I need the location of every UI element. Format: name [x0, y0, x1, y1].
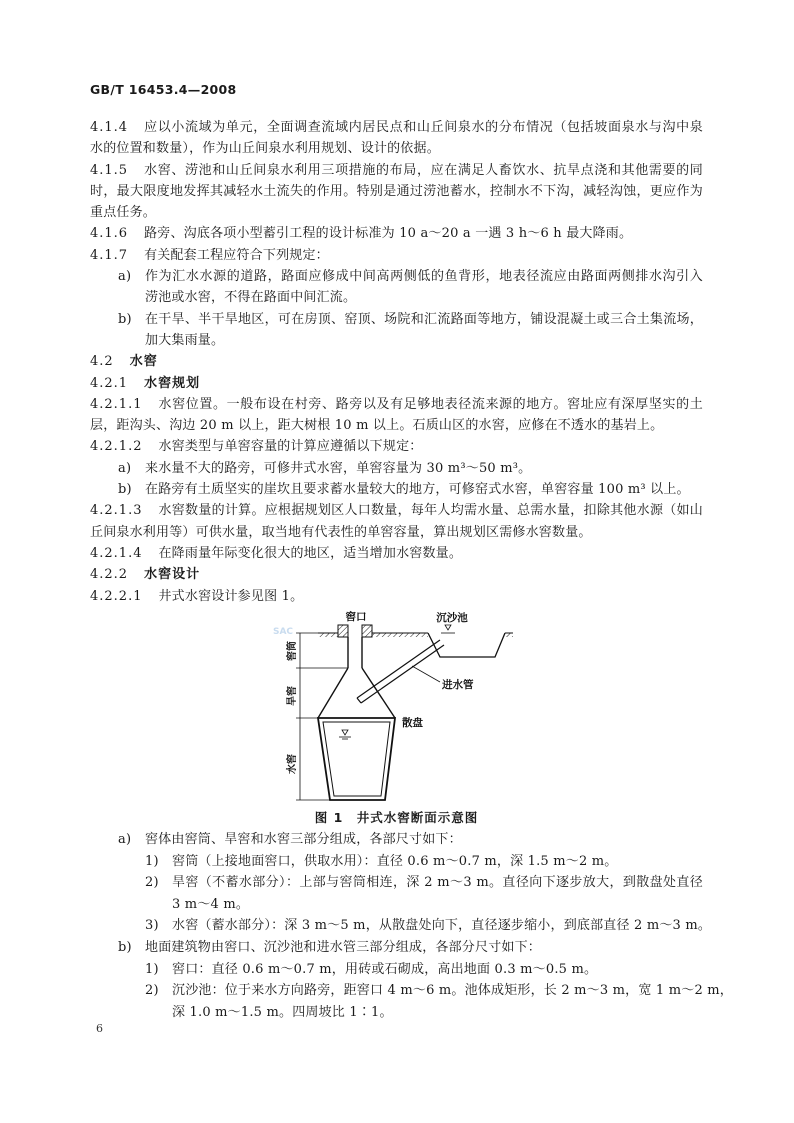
list-label: 1): [145, 961, 159, 977]
cone-wall: [318, 668, 348, 718]
ground-hatch: [372, 633, 428, 637]
list-text: 沉沙池：位于来水方向路旁，距窖口 4 m～6 m。池体成矩形，长 2 m～3 m，宽 1 m～2 m，: [172, 983, 733, 999]
clause-number: 4.1.7: [90, 247, 129, 263]
list-item-a: [90, 458, 703, 479]
sub-item-2: [90, 872, 703, 894]
clause-4-2-1-2: [90, 436, 703, 457]
section-heading-4-2: [90, 351, 703, 372]
text-line: 重点任务。: [90, 205, 157, 221]
clause-text: 有关配套工程应符合下列规定：: [144, 247, 329, 263]
list-item-b: [90, 479, 703, 500]
water-level-triangle: [342, 730, 348, 735]
clause-number: 4.2.1.3: [90, 503, 143, 519]
figure-1-diagram: [260, 606, 530, 806]
list-text: 作为汇水水源的道路，路面应修成中间高两侧低的鱼背形，地表径流应由路面两侧排水沟引入: [145, 269, 703, 285]
sub-item-1: [90, 851, 703, 873]
clause-4-1-7: [90, 245, 703, 266]
clause-number: 4.2.1.4: [90, 545, 143, 561]
page-number: 6: [96, 1022, 103, 1035]
list-label: a): [118, 832, 132, 847]
list-item-a: [90, 829, 703, 851]
section-title: 水窖设计: [144, 567, 201, 583]
clause-text: 路旁、沟底各项小型蓄引工程的设计标准为 10 a～20 a 一遇 3 h～6 h 最大降雨。: [144, 226, 633, 242]
sub-item-1: [90, 959, 703, 981]
figure-caption: 图 1 井式水窖断面示意图: [314, 810, 479, 825]
storage-label: 水窖: [287, 754, 298, 774]
list-item-b: [90, 309, 703, 330]
list-label: 3): [145, 918, 159, 934]
text-line: 3 m～4 m。: [172, 896, 250, 912]
inlet-pipe-label: 进水管: [442, 679, 474, 691]
clause-4-2-2-1: [90, 586, 703, 607]
clauses-4-1-4-to-4-2-2-1: [90, 117, 703, 607]
well-mouth-wall-left: [338, 625, 348, 637]
clause-4-1-5: [90, 160, 703, 181]
pipe-wall: [361, 645, 444, 703]
water-level-triangle: [445, 625, 451, 630]
text-line: 层，距沟头、沟边 20 m 以上，距大树根 10 m 以上。石质山区的水窖，应修在不透水的基岩上。: [90, 418, 664, 434]
section-number: 4.2: [90, 354, 114, 370]
list-text: 地面建筑物由窖口、沉沙池和进水管三部分组成，各部分尺寸如下：: [145, 939, 542, 955]
clause-number: 4.1.6: [90, 226, 129, 242]
dry-section-label: 旱窖: [287, 686, 298, 706]
list-label: b): [118, 482, 132, 498]
clause-number: 4.1.4: [90, 120, 129, 135]
list-text: 水窖（蓄水部分）：深 3 m～5 m，从散盘处向下，直径逐步缩小，到底部直径 2 m～3 m。: [172, 918, 712, 934]
text-line: 加大集雨量。: [145, 332, 225, 348]
pipe-wall: [357, 640, 440, 698]
well-body: [318, 637, 395, 800]
inlet-pipe: [357, 640, 444, 703]
text-line: 水的位置和数量），作为山丘间泉水利用规划、设计的依据。: [90, 141, 440, 157]
section-heading-4-2-2: [90, 564, 703, 585]
clause-4-1-6: [90, 223, 703, 244]
text-line: 时，最大限度地发挥其减轻水土流失的作用。特别是通过涝池蓄水，控制水不下沟，减轻沟蚀，更应作为: [90, 183, 703, 199]
clause-4-2-1-4: [90, 543, 703, 564]
clause-4-1-4: [90, 117, 703, 138]
list-label: 2): [145, 983, 159, 999]
well-design-items: [90, 829, 733, 1023]
sub-item-3: [90, 915, 712, 937]
section-number: 4.2.1: [90, 375, 129, 391]
clause-4-2-1-3: [90, 500, 703, 521]
clause-text: 水窖位置。一般布设在村旁、路旁以及有足够地表径流来源的地方。窖址应有深厚坚实的土: [158, 396, 703, 412]
list-item-b: [90, 937, 703, 959]
watermark-logo: SAC: [272, 627, 294, 637]
list-text: 窖筒（上接地面窖口，供取水用）：直径 0.6 m～0.7 m，深 1.5 m～2 m。: [172, 853, 618, 869]
section-title: 水窖: [129, 354, 158, 370]
list-text: 在路旁有土质坚实的崖坎且要求蓄水量较大的地方，可修窑式水窖，单窖容量 100 m³ 以上。: [145, 482, 690, 498]
storage-inner-lining: [323, 722, 390, 796]
list-label: 2): [145, 875, 159, 891]
ground-hatch: [318, 633, 338, 637]
clause-number: 4.1.5: [90, 162, 129, 178]
clause-text: 井式水窖设计参见图 1。: [158, 588, 304, 604]
shaft-label: 窖筒: [287, 641, 298, 661]
sediment-pond: [428, 633, 505, 657]
clause-text: 应以小流域为单元，全面调查流域内居民点和山丘间泉水的分布情况（包括坡面泉水与沟中泉: [144, 120, 703, 135]
standard-number: GB/T 16453.4—2008: [90, 82, 237, 97]
storage-outer-wall: [318, 718, 395, 800]
clause-text: 在降雨量年际变化很大的地区，适当增加水窖数量。: [158, 545, 463, 561]
text-line: 丘间泉水利用等）可供水量，取当地有代表性的单窖容量，算出规划区需修水窖数量。: [90, 524, 592, 540]
list-text: 窖口：直径 0.6 m～0.7 m，用砖或石砌成，高出地面 0.3 m～0.5 m。: [172, 961, 598, 977]
sub-item-2: [90, 980, 733, 1002]
list-text: 旱窖（不蓄水部分）：上部与窖筒相连，深 2 m～3 m。直径向下逐步放大，到散盘处直径: [172, 875, 703, 891]
well-mouth-wall-right: [362, 625, 372, 637]
well-mouth-label: 窖口: [345, 611, 367, 623]
section-number: 4.2.2: [90, 567, 129, 583]
clause-text: 水窖数量的计算。应根据规划区人口数量，每年人均需水量、总需水量，扣除其他水源（如山: [158, 503, 703, 519]
list-label: a): [118, 269, 132, 285]
list-text: 在干旱、半干旱地区，可在房顶、窑顶、场院和汇流路面等地方，铺设混凝土或三合土集流场，: [145, 311, 703, 327]
list-label: b): [118, 311, 132, 327]
list-text: 来水量不大的路旁，可修井式水窖，单窖容量为 30 m³～50 m³。: [145, 460, 532, 476]
list-label: b): [118, 939, 132, 955]
section-heading-4-2-1: [90, 373, 703, 394]
clause-number: 4.2.1.2: [90, 439, 143, 455]
list-label: 1): [145, 853, 159, 869]
inlet-pipe-leader: [412, 666, 440, 682]
water-level-icon: [339, 730, 351, 739]
clause-text: 水窖类型与单窖容量的计算应遵循以下规定：: [158, 439, 423, 455]
spread-plate-label: 散盘: [402, 717, 423, 729]
list-text: 窖体由窖筒、旱窖和水窖三部分组成，各部尺寸如下：: [145, 832, 462, 847]
clause-4-2-1-1: [90, 394, 703, 415]
dimension-line: [296, 633, 348, 800]
list-label: a): [118, 460, 132, 476]
pond-water-icon: [441, 625, 455, 633]
section-title: 水窖规划: [144, 375, 201, 391]
sediment-pond-label: 沉沙池: [436, 612, 468, 624]
pipe-end: [357, 698, 361, 703]
clause-number: 4.2.1.1: [90, 396, 143, 412]
clause-text: 水窖、涝池和山丘间泉水利用三项措施的布局，应在满足人畜饮水、抗旱点浇和其他需要的同: [144, 162, 703, 178]
text-line: 深 1.0 m～1.5 m。四周坡比 1∶1。: [172, 1004, 393, 1020]
text-line: 涝池或水窖，不得在路面中间汇流。: [145, 290, 357, 306]
ground-hatch: [505, 633, 513, 637]
clause-number: 4.2.2.1: [90, 588, 143, 604]
list-item-a: [90, 266, 703, 287]
